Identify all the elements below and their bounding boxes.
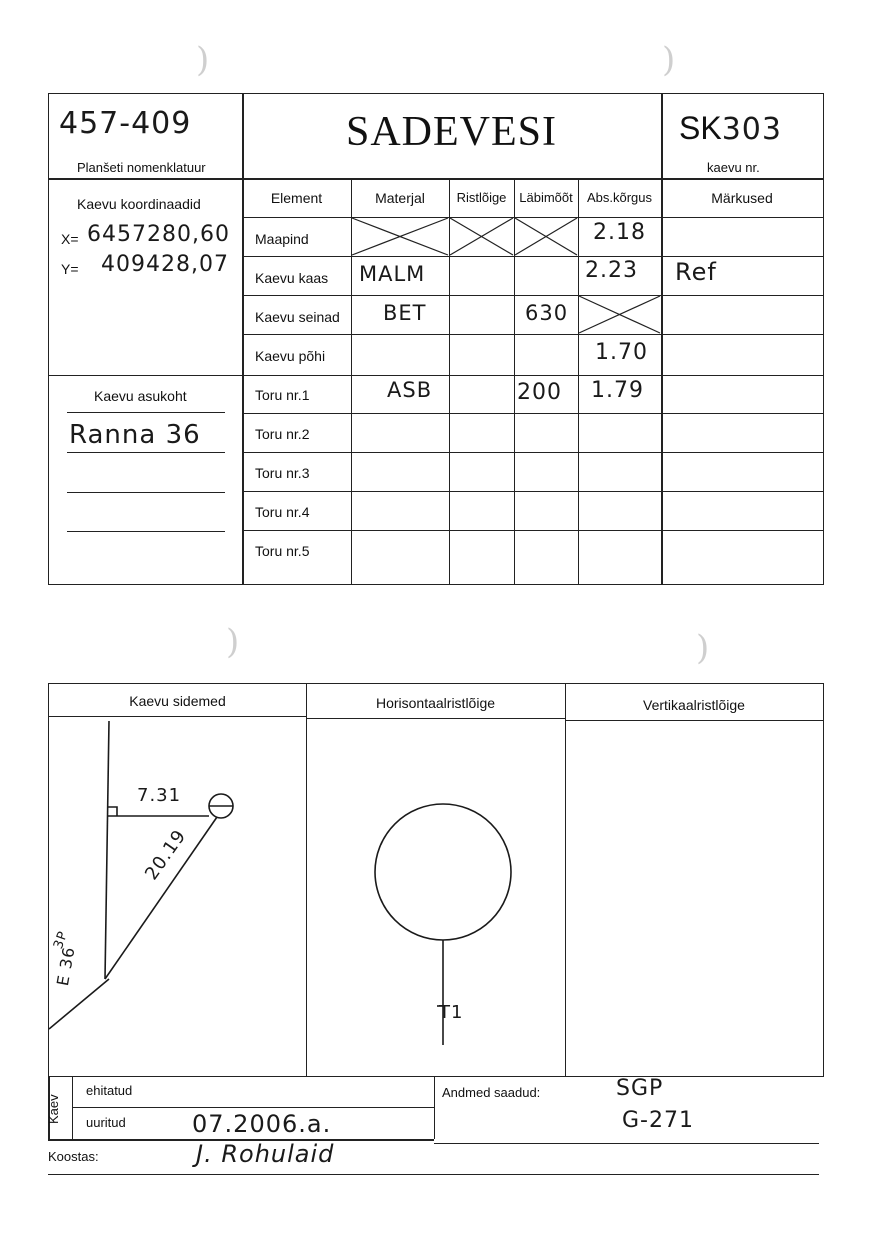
compiled-label: Koostas: xyxy=(48,1149,99,1164)
sketch-card xyxy=(48,683,824,1077)
cell-material: ASB xyxy=(387,378,433,402)
row-label: Kaevu seinad xyxy=(255,309,340,325)
building-label: E 36 xyxy=(53,945,79,988)
location-value: Ranna 36 xyxy=(69,420,201,450)
col-header-material: Materjal xyxy=(375,190,425,206)
x-coordinate: 6457280,60 xyxy=(87,222,230,247)
building-corner-label: 3P xyxy=(51,928,72,952)
punch-mark: ) xyxy=(226,622,240,662)
well-info-card xyxy=(48,93,824,585)
cell-abs-height: 1.70 xyxy=(595,340,648,365)
horizontal-section-header: Horisontaalristlõige xyxy=(375,695,496,711)
row-label: Kaevu kaas xyxy=(255,270,329,286)
col-header-abs-height: Abs.kõrgus xyxy=(586,190,653,205)
row-label: Toru nr.2 xyxy=(255,426,310,442)
cell-notes: Ref xyxy=(675,258,717,286)
row-label: Maapind xyxy=(255,231,309,247)
y-label: Y= xyxy=(61,261,79,277)
surveyed-label: uuritud xyxy=(86,1115,126,1130)
pipe-label: T1 xyxy=(439,1002,464,1023)
cell-abs-height: 2.18 xyxy=(593,220,646,245)
punch-mark: ) xyxy=(696,628,710,668)
cell-abs-height: 1.79 xyxy=(591,378,644,403)
compiled-value: J. Rohulaid xyxy=(196,1140,335,1168)
data-source-label: Andmed saadud: xyxy=(442,1085,541,1100)
well-number-value: 303 xyxy=(721,112,782,147)
horizontal-section-sketch xyxy=(307,719,565,1076)
data-source-value-2: G-271 xyxy=(622,1108,694,1133)
punch-mark: ) xyxy=(662,40,676,80)
col-header-element: Element xyxy=(270,190,323,206)
cell-diameter: 630 xyxy=(525,301,569,325)
side-label: Kaev xyxy=(46,1094,61,1124)
y-coordinate: 409428,07 xyxy=(101,252,229,277)
row-label: Toru nr.5 xyxy=(255,543,310,559)
ties-header: Kaevu sidemed xyxy=(129,693,226,709)
col-header-cross-section: Ristlõige xyxy=(456,190,507,205)
page-title: SADEVESI xyxy=(345,109,557,155)
nomenclature-value: 457-409 xyxy=(59,106,192,141)
row-label: Toru nr.3 xyxy=(255,465,310,481)
cell-abs-height: 2.23 xyxy=(585,258,638,283)
col-header-diameter: Läbimõõt xyxy=(519,190,573,205)
nomenclature-label: Planšeti nomenklatuur xyxy=(77,160,206,175)
well-prefix: SK xyxy=(679,110,722,146)
built-label: ehitatud xyxy=(86,1083,133,1098)
x-label: X= xyxy=(61,231,79,247)
tie-distance-1: 7.31 xyxy=(137,785,182,806)
row-label: Toru nr.1 xyxy=(255,387,310,403)
cell-material: BET xyxy=(383,301,427,325)
surveyed-value: 07.2006.a. xyxy=(192,1110,332,1138)
row-label: Kaevu põhi xyxy=(255,348,326,364)
tie-distance-2: 20.19 xyxy=(141,825,191,885)
well-number xyxy=(679,110,782,147)
data-source-value-1: SGP xyxy=(616,1076,664,1101)
ties-sketch xyxy=(49,717,306,1076)
coordinates-label: Kaevu koordinaadid xyxy=(77,196,201,212)
col-header-notes: Märkused xyxy=(711,190,773,206)
cell-material: MALM xyxy=(359,262,426,286)
vertical-section-header: Vertikaalristlõige xyxy=(643,697,745,713)
row-label: Toru nr.4 xyxy=(255,504,310,520)
cell-diameter: 200 xyxy=(517,380,562,405)
well-number-label: kaevu nr. xyxy=(707,160,760,175)
punch-mark: ) xyxy=(196,40,210,80)
location-label: Kaevu asukoht xyxy=(94,388,187,404)
